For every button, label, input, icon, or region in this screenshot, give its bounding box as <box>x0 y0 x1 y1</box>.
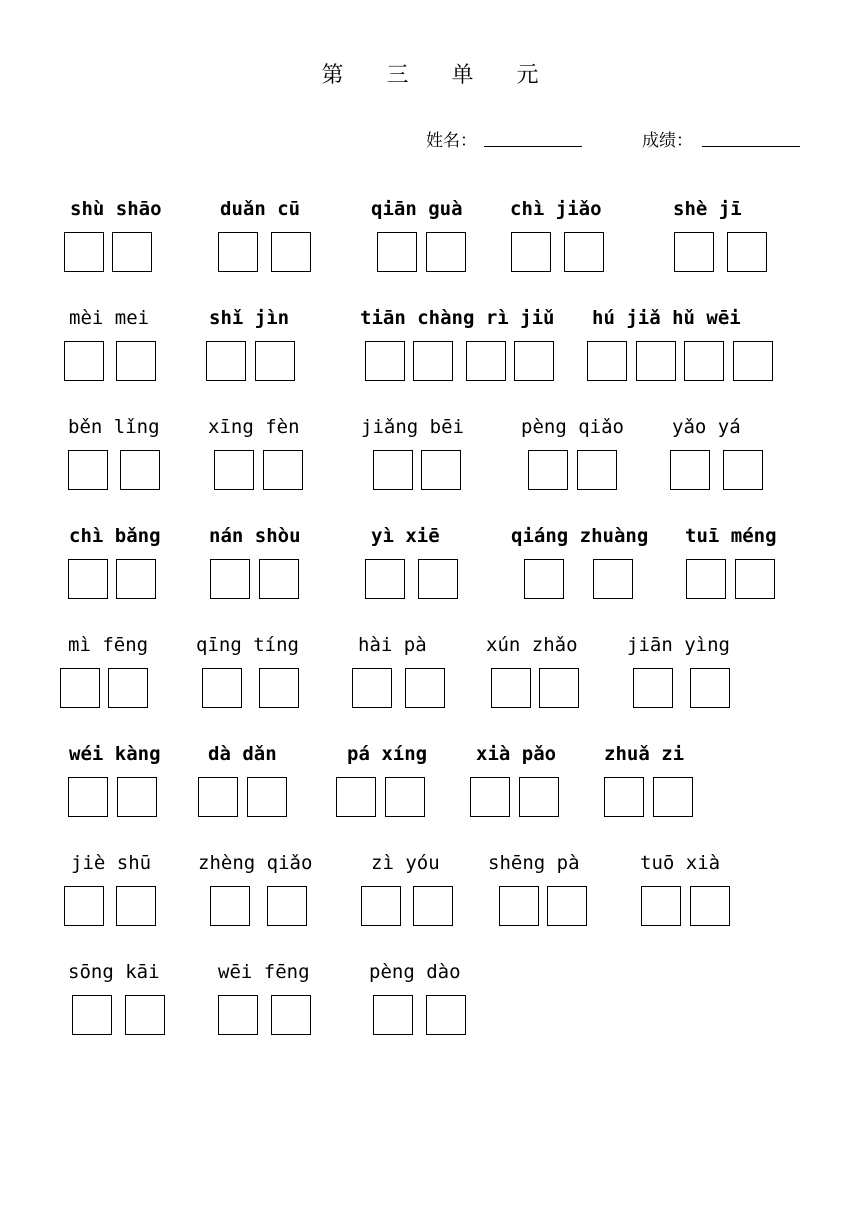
character-box[interactable] <box>564 232 604 272</box>
pinyin-label: zì yóu <box>371 852 440 874</box>
character-box[interactable] <box>690 668 730 708</box>
character-box[interactable] <box>519 777 559 817</box>
character-box[interactable] <box>198 777 238 817</box>
character-box[interactable] <box>373 450 413 490</box>
character-box[interactable] <box>271 995 311 1035</box>
character-box[interactable] <box>733 341 773 381</box>
pinyin-label: sōng kāi <box>68 961 160 983</box>
character-box[interactable] <box>116 886 156 926</box>
character-box[interactable] <box>604 777 644 817</box>
character-box[interactable] <box>373 995 413 1035</box>
character-box[interactable] <box>68 777 108 817</box>
character-box[interactable] <box>684 341 724 381</box>
pinyin-label: qīng tíng <box>196 634 299 656</box>
pinyin-label: shǐ jìn <box>209 307 290 329</box>
pinyin-label: hú jiǎ hǔ wēi <box>592 307 741 329</box>
pinyin-label: yǎo yá <box>672 416 741 438</box>
character-box[interactable] <box>336 777 376 817</box>
character-box[interactable] <box>413 341 453 381</box>
character-box[interactable] <box>674 232 714 272</box>
character-box[interactable] <box>641 886 681 926</box>
character-box[interactable] <box>587 341 627 381</box>
character-box[interactable] <box>686 559 726 599</box>
character-box[interactable] <box>206 341 246 381</box>
character-box[interactable] <box>690 886 730 926</box>
character-box[interactable] <box>108 668 148 708</box>
pinyin-label: duǎn cū <box>220 198 301 220</box>
score-blank[interactable] <box>702 146 800 147</box>
character-box[interactable] <box>539 668 579 708</box>
character-box[interactable] <box>405 668 445 708</box>
pinyin-label: jiǎng bēi <box>361 416 464 438</box>
character-box[interactable] <box>514 341 554 381</box>
pinyin-label: yì xiē <box>371 525 440 547</box>
character-box[interactable] <box>470 777 510 817</box>
character-box[interactable] <box>210 886 250 926</box>
character-box[interactable] <box>365 341 405 381</box>
character-box[interactable] <box>653 777 693 817</box>
name-blank[interactable] <box>484 146 582 147</box>
character-box[interactable] <box>259 559 299 599</box>
character-box[interactable] <box>593 559 633 599</box>
character-box[interactable] <box>210 559 250 599</box>
character-box[interactable] <box>263 450 303 490</box>
pinyin-label: dà dǎn <box>208 743 277 765</box>
character-box[interactable] <box>60 668 100 708</box>
pinyin-label: mì fēng <box>68 634 149 656</box>
pinyin-label: zhèng qiǎo <box>198 852 313 874</box>
character-box[interactable] <box>72 995 112 1035</box>
character-box[interactable] <box>636 341 676 381</box>
character-box[interactable] <box>413 886 453 926</box>
character-box[interactable] <box>117 777 157 817</box>
character-box[interactable] <box>361 886 401 926</box>
character-box[interactable] <box>421 450 461 490</box>
character-box[interactable] <box>112 232 152 272</box>
character-box[interactable] <box>499 886 539 926</box>
pinyin-label: pá xíng <box>347 743 428 765</box>
character-box[interactable] <box>218 995 258 1035</box>
name-label: 姓名： <box>426 131 477 151</box>
pinyin-label: jiè shū <box>71 852 152 874</box>
character-box[interactable] <box>64 341 104 381</box>
character-box[interactable] <box>426 995 466 1035</box>
pinyin-label: pèng dào <box>369 961 461 983</box>
pinyin-label: chì bǎng <box>69 525 161 547</box>
pinyin-label: chì jiǎo <box>510 198 602 220</box>
character-box[interactable] <box>259 668 299 708</box>
pinyin-label: tuō xià <box>640 852 721 874</box>
pinyin-label: běn lǐng <box>68 416 160 438</box>
pinyin-label: jiān yìng <box>627 634 730 656</box>
character-box[interactable] <box>267 886 307 926</box>
character-box[interactable] <box>214 450 254 490</box>
character-box[interactable] <box>116 341 156 381</box>
pinyin-label: qiáng zhuàng <box>511 525 649 547</box>
character-box[interactable] <box>511 232 551 272</box>
pinyin-label: shēng pà <box>488 852 580 874</box>
pinyin-label: tuī méng <box>685 525 777 547</box>
character-box[interactable] <box>255 341 295 381</box>
pinyin-label: shù shāo <box>70 198 162 220</box>
pinyin-label: shè jī <box>673 198 742 220</box>
pinyin-label: wēi fēng <box>218 961 310 983</box>
character-box[interactable] <box>524 559 564 599</box>
character-box[interactable] <box>547 886 587 926</box>
character-box[interactable] <box>577 450 617 490</box>
character-box[interactable] <box>491 668 531 708</box>
character-box[interactable] <box>735 559 775 599</box>
character-box[interactable] <box>120 450 160 490</box>
character-box[interactable] <box>202 668 242 708</box>
character-box[interactable] <box>218 232 258 272</box>
character-box[interactable] <box>68 559 108 599</box>
character-box[interactable] <box>64 232 104 272</box>
score-label: 成绩： <box>642 131 693 151</box>
page-title: 第 三 单 元 <box>321 63 557 88</box>
character-box[interactable] <box>670 450 710 490</box>
character-box[interactable] <box>418 559 458 599</box>
pinyin-label: tiān chàng rì jiǔ <box>360 307 555 329</box>
pinyin-label: qiān guà <box>371 198 463 220</box>
character-box[interactable] <box>385 777 425 817</box>
character-box[interactable] <box>68 450 108 490</box>
character-box[interactable] <box>633 668 673 708</box>
character-box[interactable] <box>247 777 287 817</box>
pinyin-label: xīng fèn <box>208 416 300 438</box>
pinyin-label: xún zhǎo <box>486 634 578 656</box>
character-box[interactable] <box>377 232 417 272</box>
character-box[interactable] <box>271 232 311 272</box>
character-box[interactable] <box>125 995 165 1035</box>
pinyin-label: wéi kàng <box>69 743 161 765</box>
character-box[interactable] <box>116 559 156 599</box>
character-box[interactable] <box>727 232 767 272</box>
character-box[interactable] <box>466 341 506 381</box>
pinyin-label: hài pà <box>358 634 427 656</box>
character-box[interactable] <box>64 886 104 926</box>
character-box[interactable] <box>723 450 763 490</box>
character-box[interactable] <box>352 668 392 708</box>
pinyin-label: pèng qiǎo <box>521 416 624 438</box>
character-box[interactable] <box>365 559 405 599</box>
pinyin-label: mèi mei <box>69 307 150 329</box>
character-box[interactable] <box>528 450 568 490</box>
pinyin-label: nán shòu <box>209 525 301 547</box>
pinyin-label: xià pǎo <box>476 743 557 765</box>
character-box[interactable] <box>426 232 466 272</box>
pinyin-label: zhuǎ zi <box>604 743 685 765</box>
